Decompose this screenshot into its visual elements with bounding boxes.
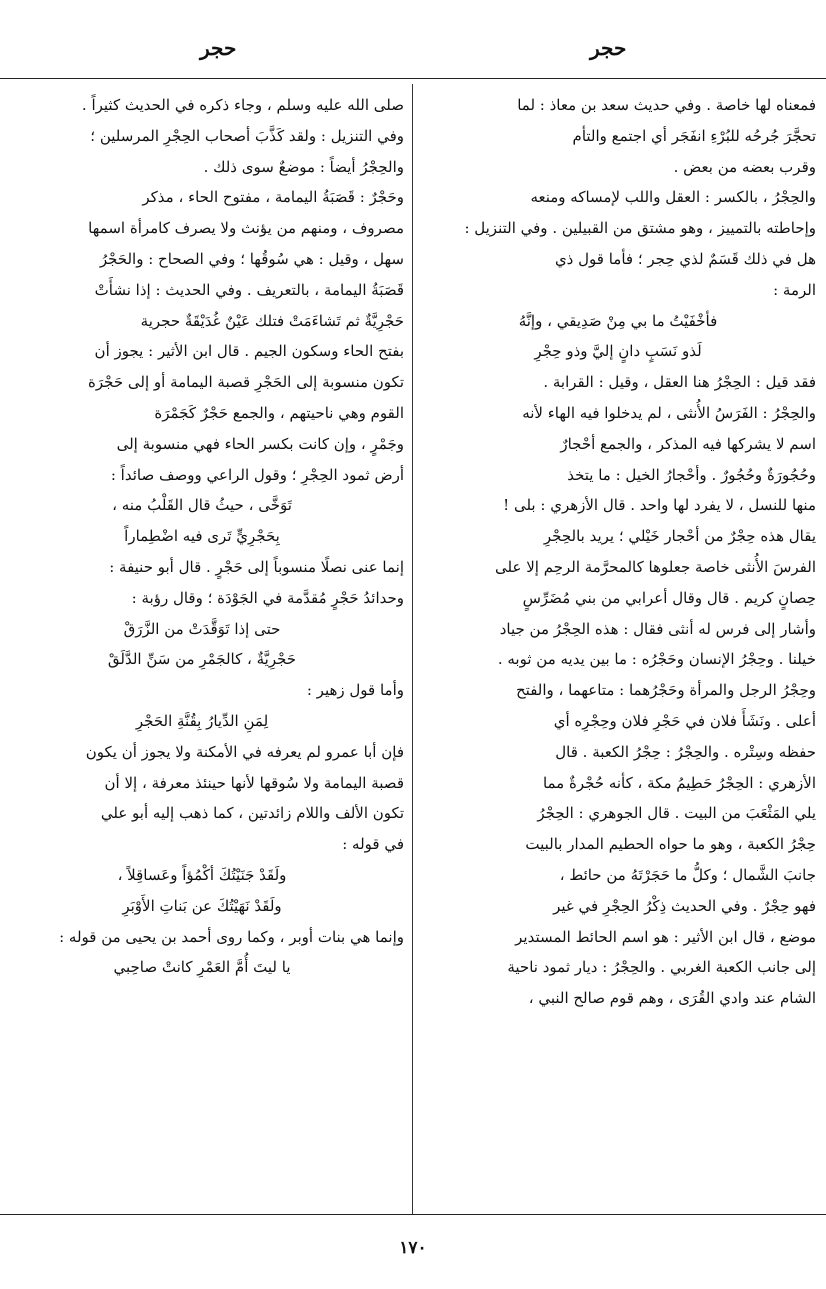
text-line: اسم لا يشركها فيه المذكر ، والجمع أحْجارٌ <box>560 434 816 453</box>
verse-line: لِمَنِ الدِّيارُ بِقُنَّةِ الحَجْرِ <box>135 711 269 730</box>
text-line: إلى جانب الكعبة الغربي . والحِجْرُ : ديار ثمود ناحية <box>507 958 816 977</box>
text-line: فإن أبا عمرو لم يعرفه في الأمكنة ولا يجوز أن يكون <box>85 742 404 761</box>
text-line: والحِجْرُ أيضاً : موضعٌ سوى ذلك . <box>203 157 404 176</box>
text-line: وفي التنزيل : ولقد كَذَّبَ أصحاب الحِجْرِ المرسلين ؛ <box>90 126 404 145</box>
text-line: بفتح الحاء وسكون الجيم . قال ابن الأثير : يجوز أن <box>94 342 404 361</box>
text-line: فهو حِجْرٌ . وفي الحديث ذِكْرُ الحِجْرِ في غير <box>553 896 816 915</box>
text-line: جانبَ الشَّمال ؛ وكلُّ ما حَجَرْتَهُ من حائط ، <box>559 865 816 884</box>
verse-line: حَجْرِيَّةٌ ، كالجَمْرِ من سَنِّ الدَّلَقْ <box>107 650 297 669</box>
text-line: منها للنسل ، لا يفرد لها واحد . قال الأزهري : بلى ! <box>503 496 816 515</box>
verse-line: حتى إذا تَوَقَّدَتْ من الزَّرَقْ <box>123 619 281 638</box>
text-line: وحدائدُ حَجْرٍ مُقدَّمة في الجَوْدَة ؛ وقال رؤبة : <box>131 588 404 607</box>
footer-rule <box>0 1214 826 1215</box>
header-rule <box>0 78 826 79</box>
text-line: الفرسَ الأُنثى خاصة جعلوها كالمحرَّمة الرحِم إلا على <box>495 557 816 576</box>
text-line: وأما قول زهير : <box>306 681 404 700</box>
right-column <box>420 90 816 1208</box>
text-line: وإنما هي بنات أوبر ، وكما روى أحمد بن يحيى من قوله : <box>59 927 404 946</box>
text-line: تكون منسوبة إلى الحَجْرِ قصبة اليمامة أو إلى حَجْرَة <box>88 373 404 392</box>
verse-line: لَذو نَسَبٍ دانٍ إليَّ وذو حِجْرِ <box>534 342 702 361</box>
text-line: سهل ، وقيل : هي سُوقُها ؛ وفي الصحاح : والحَجْرُ <box>99 249 404 268</box>
text-line: أعلى . ونَشَأَ فلان في حَجْرِ فلان وحِجْرِه أي <box>553 711 816 730</box>
text-line: إنما عنى نصلًا منسوباً إلى حَجْرٍ . قال أبو حنيفة : <box>109 557 404 576</box>
header-word-left: حجر <box>200 36 237 60</box>
text-line: تحجَّرَ جُرحُه للبُرْءِ انفَجَر أي اجتمع والتأم <box>572 126 816 145</box>
text-line: حَجْرِيَّةٌ ثم تَشاءَمَتْ فتلك عَيْنٌ غُدَيْقَةٌ حجرية <box>140 311 404 330</box>
text-line: أرض ثمود الحِجْرِ ؛ وقول الراعي ووصف صائداً : <box>110 465 404 484</box>
text-line: مصروف ، ومنهم من يؤنث ولا يصرف كامرأة اسمها <box>88 219 404 238</box>
text-line: وجَمْرٍ ، وإن كانت بكسر الحاء فهي منسوبة إلى <box>116 434 404 453</box>
text-line: يقال هذه حِجْرٌ من أحْجار خَيْلي ؛ يريد بالحِجْرِ <box>543 527 816 546</box>
page-header <box>0 36 826 68</box>
text-line: تكون الألف واللام زائدتين ، كما ذهب إليه أبو علي <box>100 804 404 823</box>
verse-line: تَوَخَّى ، حيثُ قال القَلْبُ منه ، <box>112 496 292 515</box>
text-line: موضع ، قال ابن الأثير : هو اسم الحائط المستدير <box>515 927 816 946</box>
page-number: ١٧٠ <box>399 1238 427 1258</box>
text-line: قَصَبَةُ اليمامة ، بالتعريف . وفي الحديث : إذا نشأَتْ <box>94 280 404 299</box>
text-line: فمعناه لها خاصة . وفي حديث سعد بن معاذ : لما <box>517 96 816 114</box>
verse-line: ولَقَدْ نَهَيْتُكَ عن بَناتِ الأَوْبَرِ <box>122 896 282 915</box>
text-line: هل في ذلك قَسَمٌ لذي حِجر ؛ فأما قول ذي <box>554 249 816 268</box>
text-line: خيلنا . وحِجْرُ الإنسان وحَجْرُه : ما بين يديه من ثوبه . <box>497 650 816 669</box>
text-line: وحُجُورَةٌ وحُجُورٌ . وأحْجارُ الخيل : ما يتخذ <box>567 465 816 484</box>
text-line: وحَجْرٌ : قَصَبَةُ اليمامة ، مفتوح الحاء ، مذكر <box>142 188 404 207</box>
verse-line: يا ليتَ أُمَّ العَمْرِ كانتْ صاحِبي <box>113 958 291 977</box>
text-line: الشام عند وادي القُرَى ، وهم قوم صالح النبي ، <box>528 989 816 1008</box>
text-line: والحِجْرُ : الفَرَسُ الأُنثى ، لم يدخلوا فيه الهاء لأنه <box>522 403 816 422</box>
text-line: حِصانٍ كريم . قال وقال أعرابي من بني مُضَرِّسٍ <box>522 588 816 607</box>
text-line: الأزهري : الحِجْرُ حَطِيمُ مكة ، كأنه حُجْرةٌ مما <box>542 773 816 792</box>
verse-line: فأخْفَيْتُ ما بي مِنْ صَدِيقي ، وإنَّهُ <box>518 311 718 330</box>
column-divider <box>412 84 413 1214</box>
text-line: وقرب بعضه من بعض . <box>673 157 816 176</box>
text-line: حِجْرُ الكعبة ، وهو ما حواه الحطيم المدار بالبيت <box>525 835 816 854</box>
header-word-right: حجر <box>590 36 627 60</box>
verse-line: ولَقَدْ جَنَيْتُكَ أكْمُؤاً وعَساقِلاً ، <box>117 865 287 884</box>
text-line: وإحاطته بالتمييز ، وهو مشتق من القبيلين . وفي التنزيل : <box>464 219 816 238</box>
text-line: صلى الله عليه وسلم ، وجاء ذكره في الحديث كثيراً . <box>81 96 404 114</box>
left-column <box>0 90 404 1208</box>
text-line: والحِجْرُ ، بالكسر : العقل واللب لإمساكه ومنعه <box>530 188 816 207</box>
text-line: فقد قيل : الحِجْرُ هنا العقل ، وقيل : القرابة . <box>543 373 816 392</box>
text-line: القوم وهي ناحيتهم ، والجمع حَجْرٌ كَجَمْرَة <box>154 403 404 422</box>
verse-line: بِحَجْرِيٍّ تَرى فيه اضْطِماراً <box>124 527 280 546</box>
text-line: الرمة : <box>773 280 816 299</box>
text-line: وأشار إلى فرس له أنثى فقال : هذه الحِجْرُ من جياد <box>499 619 816 638</box>
text-line: حفظه وسِتْره . والحِجْرُ : حِجْرُ الكعبة . قال <box>555 742 816 761</box>
text-line: يلي المَثْعَبَ من البيت . قال الجوهري : الحِجْرُ <box>537 804 816 823</box>
text-line: قصبة اليمامة ولا سُوقها لأنها حينئذ معرفة ، إلا أن <box>104 773 404 792</box>
text-line: في قوله : <box>342 835 404 854</box>
text-line: وحِجْرُ الرجل والمرأة وحَجْرُهما : متاعهما ، والفتح <box>516 681 816 700</box>
